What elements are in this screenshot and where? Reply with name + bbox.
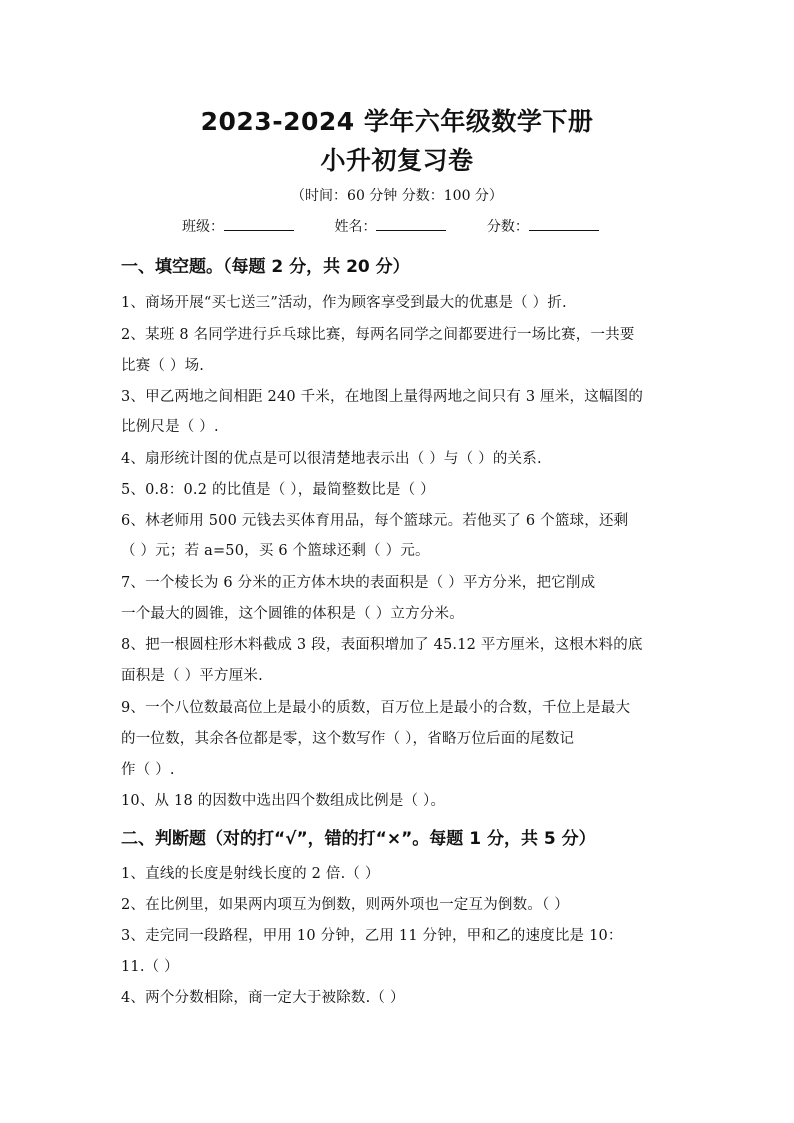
class-blank[interactable] <box>224 218 294 231</box>
question-line: 10、从 18 的因数中选出四个数组成比例是（ ）。 <box>121 793 446 809</box>
exam-subtitle: 小升初复习卷 <box>320 146 474 175</box>
question-line: 的一位数，其余各位都是零，这个数写作（ ），省略万位后面的尾数记 <box>121 731 575 747</box>
question-line: 4、两个分数相除，商一定大于被除数.（ ） <box>121 990 405 1006</box>
section1-heading: 一、填空题。（每题 2 分，共 20 分） <box>121 257 410 277</box>
question-line: 比例尺是（ ）. <box>121 419 219 435</box>
score-label: 分数： <box>486 219 529 235</box>
question-line: 9、一个八位数最高位上是最小的质数，百万位上是最小的合数，千位上是最大 <box>121 700 631 716</box>
class-label: 班级： <box>182 219 224 235</box>
question-line: 8、把一根圆柱形木料截成 3 段，表面积增加了 45.12 平方厘米，这根木料的底 <box>121 637 643 653</box>
question-line: 6、林老师用 500 元钱去买体育用品，每个篮球元。若他买了 6 个篮球，还剩 <box>121 513 629 529</box>
question-line: 1、商场开展“买七送三”活动，作为顾客享受到最大的优惠是（ ）折. <box>121 295 567 311</box>
name-label: 姓名： <box>334 219 377 235</box>
question-line: 3、走完同一段路程，甲用 10 分钟，乙用 11 分钟，甲和乙的速度比是 10： <box>121 928 623 944</box>
question-line: 1、直线的长度是射线长度的 2 倍.（ ） <box>121 866 380 882</box>
question-line: 2、在比例里，如果两内项互为倒数，则两外项也一定互为倒数。（ ） <box>121 897 569 913</box>
exam-title: 2023-2024 学年六年级数学下册 <box>200 107 594 136</box>
question-line: 4、扇形统计图的优点是可以很清楚地表示出（ ）与（ ）的关系. <box>121 451 542 467</box>
question-line: 比赛（ ）场. <box>121 358 205 374</box>
question-line: 7、一个棱长为 6 分米的正方体木块的表面积是（ ）平方分米，把它削成 <box>121 575 596 591</box>
question-line: 一个最大的圆锥，这个圆锥的体积是（ ）立方分米。 <box>121 606 464 622</box>
question-line: 11.（ ） <box>121 959 179 975</box>
question-line: （ ）元；若 a=50，买 6 个篮球还剩（ ）元。 <box>121 543 430 559</box>
time-score-info: （时间：60 分钟 分数：100 分） <box>291 188 503 204</box>
score-blank[interactable] <box>529 218 599 231</box>
question-line: 5、0.8：0.2 的比值是（ ），最简整数比是（ ） <box>121 482 435 498</box>
question-line: 作（ ）. <box>121 762 175 778</box>
student-info-fields <box>182 216 635 236</box>
question-line: 2、某班 8 名同学进行乒乓球比赛，每两名同学之间都要进行一场比赛，一共要 <box>121 327 635 343</box>
question-line: 3、甲乙两地之间相距 240 千米，在地图上量得两地之间只有 3 厘米，这幅图的 <box>121 389 644 405</box>
question-line: 面积是（ ）平方厘米. <box>121 668 263 684</box>
name-blank[interactable] <box>376 218 446 231</box>
section2-heading: 二、判断题（对的打“√”，错的打“×”。每题 1 分，共 5 分） <box>121 829 596 849</box>
